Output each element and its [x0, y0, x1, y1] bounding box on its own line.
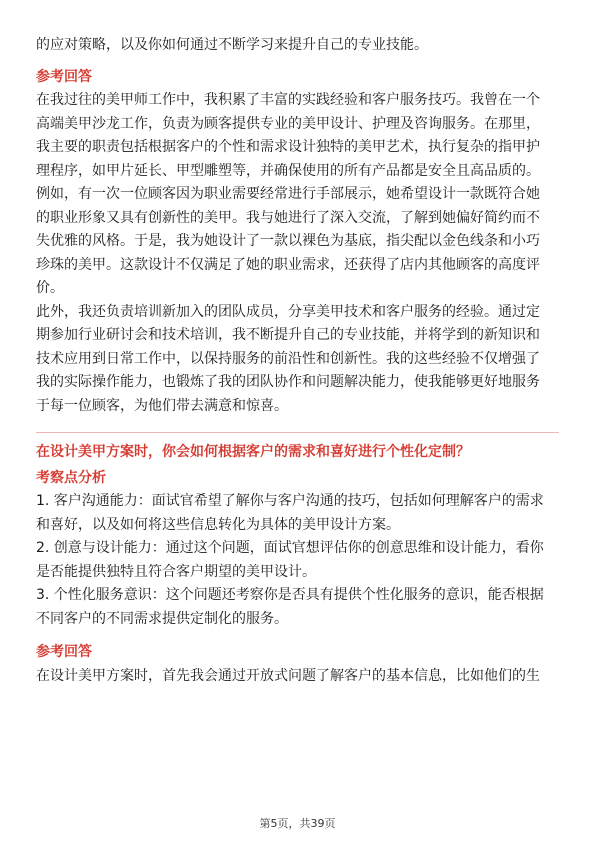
answer-start-text: 在设计美甲方案时，首先我会通过开放式问题了解客户的基本信息，比如他们的生: [36, 667, 540, 684]
analysis-point-1: 1. 客户沟通能力：面试官希望了解你与客户沟通的技巧，包括如何理解客户的需求 和喜好，以及如何将这些信息转化为具体的美甲设计方案。: [36, 493, 544, 533]
intro-tail-text: 的应对策略，以及你如何通过不断学习来提升自己的专业技能。: [36, 37, 428, 53]
document-page: [36, 34, 559, 688]
analysis-point-3: 3. 个性化服务意识：这个问题还考察你是否具有提供个性化服务的意识，能否根据 不同客户的不同需求提供定制化的服务。: [36, 587, 544, 627]
answer-paragraph-2: 此外，我还负责培训新加入的团队成员，分享美甲技术和客户服务的经验。通过定 期参加行业研讨会和技术培训，我不断提升自己的专业技能，并将学到的新知识和 技术应用到日常工作中，以保持服务的前沿性和创新性。我的这些经验不仅增强了 我的实际操作能力，也锻炼了我的团队协作和问题解决能力，使我能够更好地服务 于每一位顾客，为他们带去满意和惊喜。: [36, 303, 540, 414]
page-footer: 第5页，共39页: [259, 817, 336, 830]
reference-answer-heading: 参考回答: [36, 68, 92, 85]
reference-answer-heading-2: 参考回答: [36, 644, 92, 660]
question-title: 在设计美甲方案时，你会如何根据客户的需求和喜好进行个性化定制？: [36, 444, 470, 460]
answer-paragraph-1: 在我过往的美甲师工作中，我积累了丰富的实践经验和客户服务技巧。我曾在一个 高端美甲沙龙工作，负责为顾客提供专业的美甲设计、护理及咨询服务。在那里， 我主要的职责包括根据客户的个性和需求设计独特的美甲艺术，执行复杂的指甲护 理程序，如甲片延长、甲型雕塑等，并确保使用的所有产品都是安全且高品质的。 例如，有一次一位顾客因为职业需要经常进行手部展示，她希望设计一款既符合她 的职业形象又具有创新性的美甲。我与她进行了深入交流，了解到她偏好简约而不 失优雅的风格。于是，我为她设计了一款以裸色为基底，指尖配以金色线条和小巧 珍珠的美甲。这款设计不仅满足了她的职业需求，还获得了店内其他顾客的高度评 价。: [36, 92, 540, 296]
analysis-heading: 考察点分析: [36, 469, 106, 486]
section-divider: [36, 432, 559, 433]
analysis-point-2: 2. 创意与设计能力：通过这个问题，面试官想评估你的创意思维和设计能力，看你 是否能提供独特且符合客户期望的美甲设计。: [36, 540, 544, 580]
